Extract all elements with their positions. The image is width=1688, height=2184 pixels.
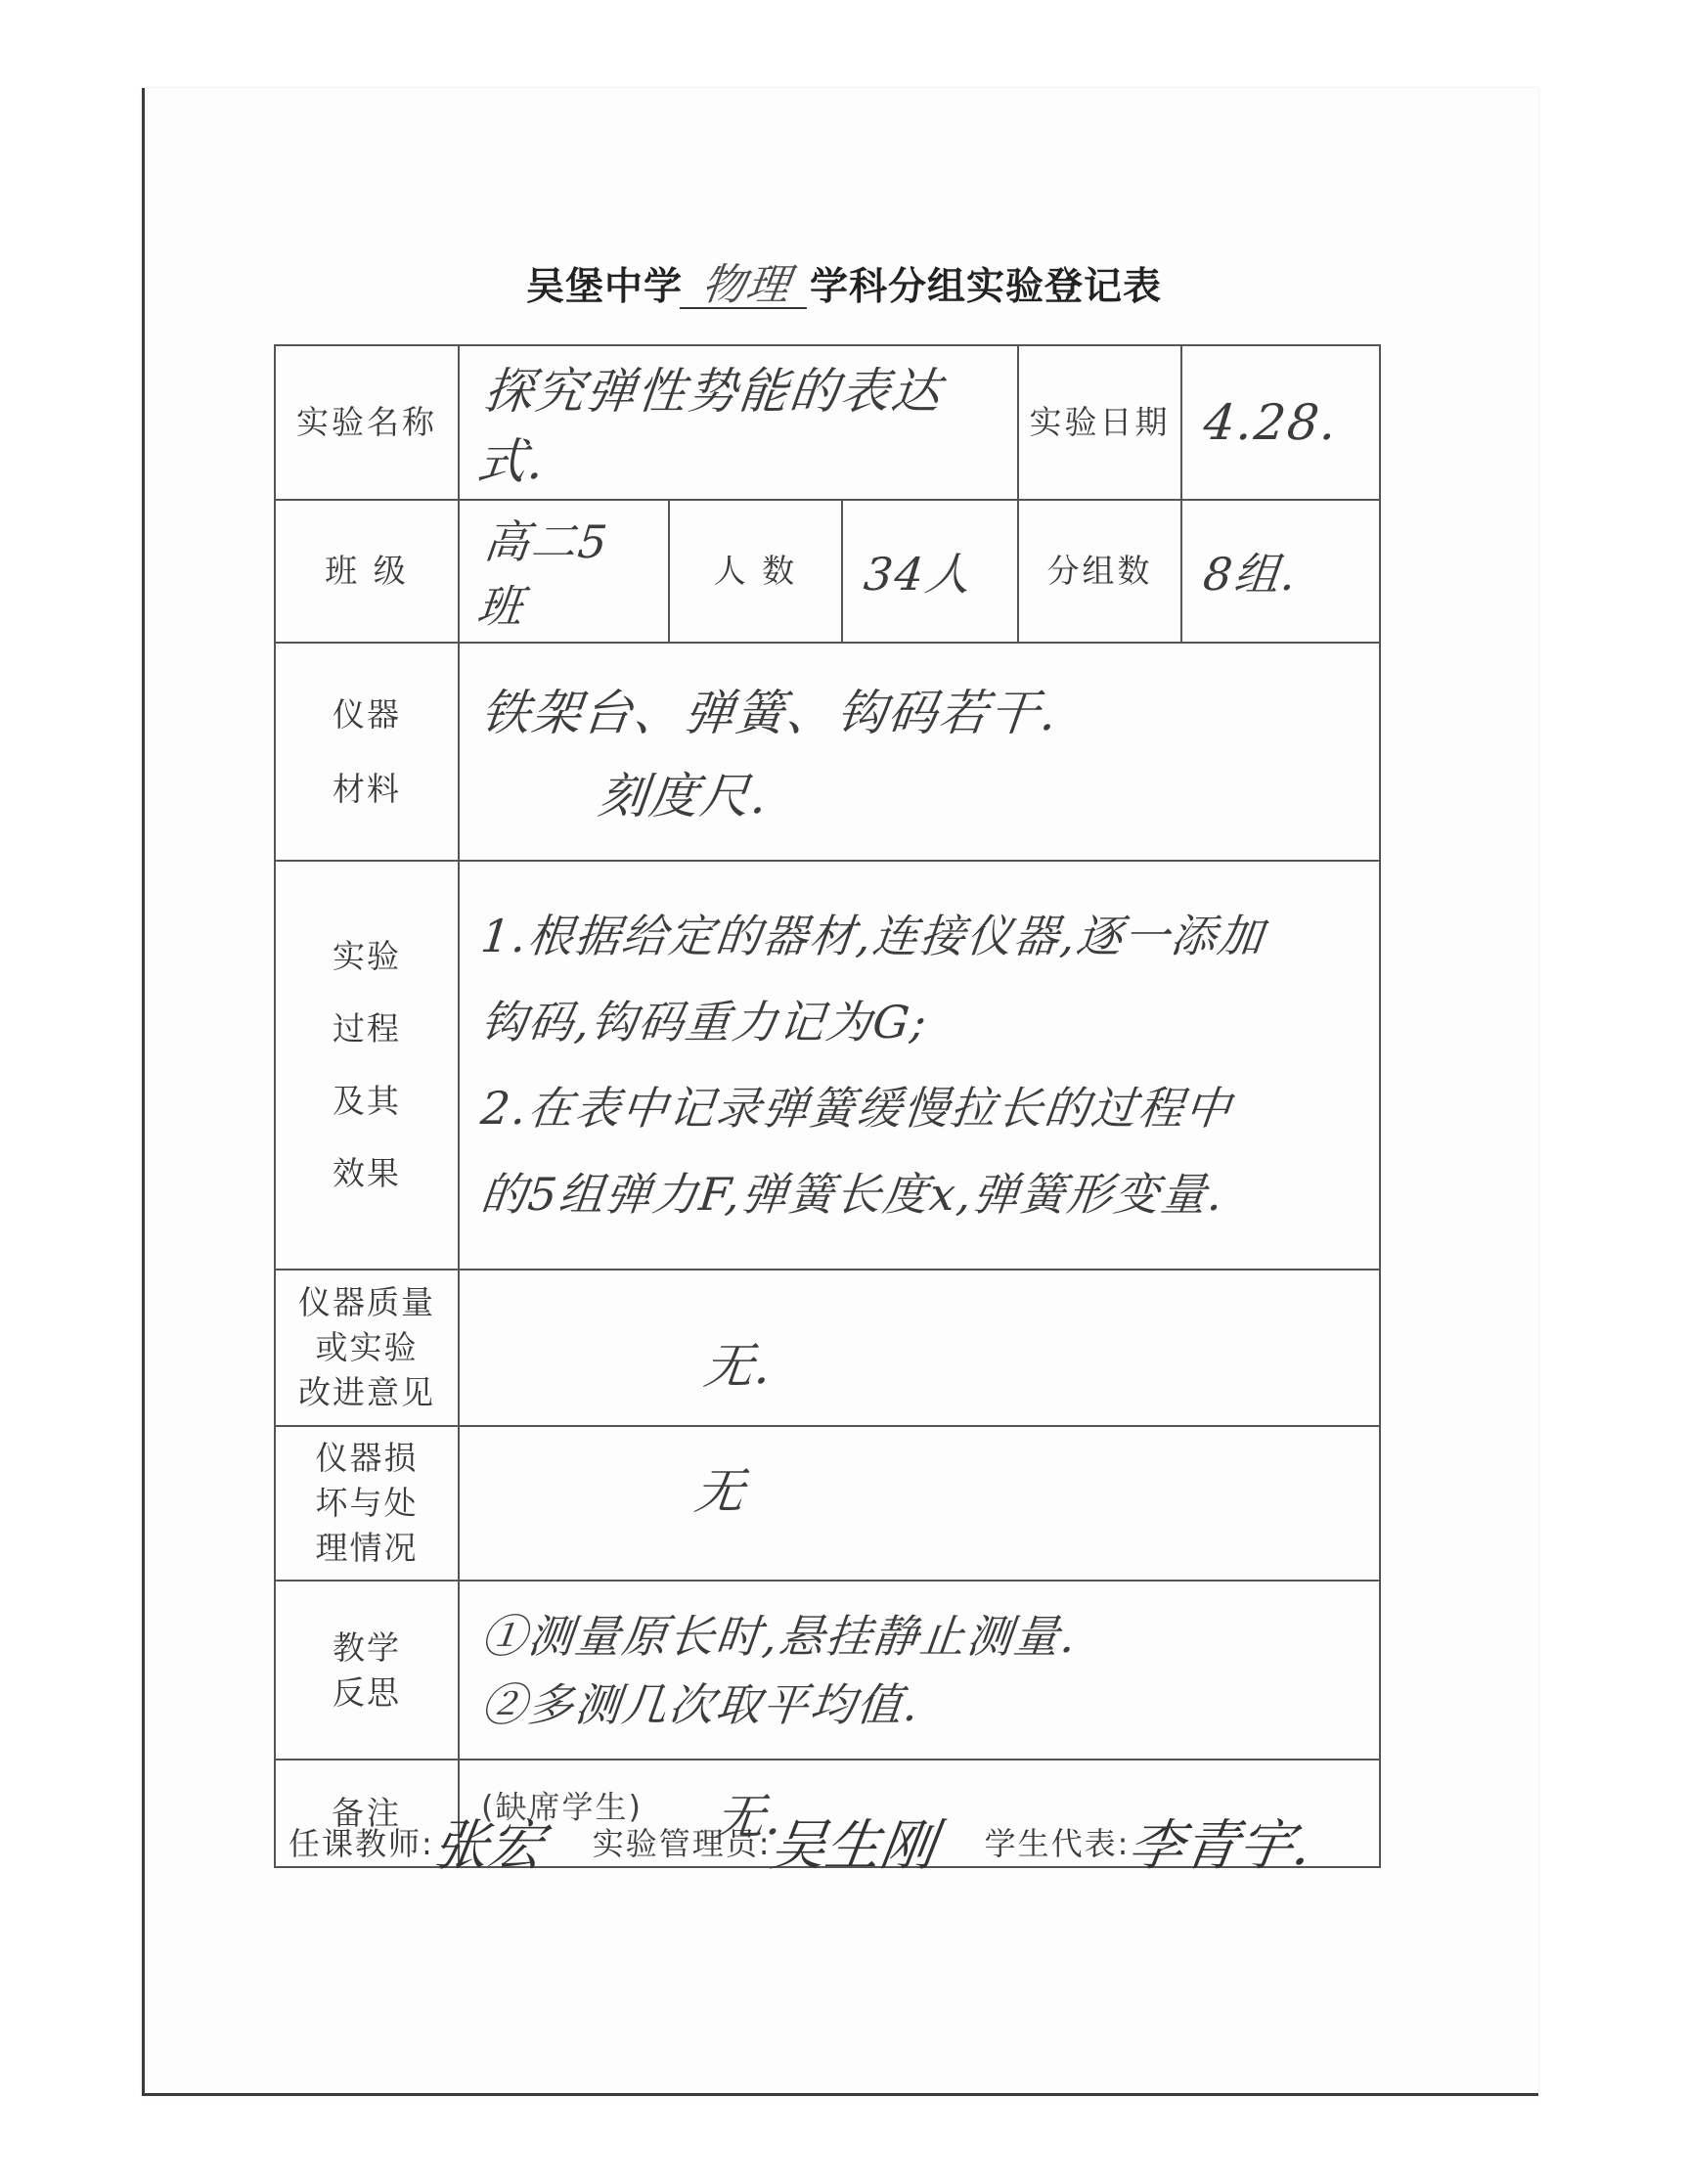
label-damage-line2: 坏与处 bbox=[315, 1484, 419, 1522]
label-reflection-line1: 教学 bbox=[333, 1627, 401, 1667]
student-signature: 李青宇. bbox=[1125, 1814, 1316, 1878]
row-quality bbox=[275, 1270, 1380, 1426]
label-process-line4: 效果 bbox=[333, 1154, 401, 1192]
title-suffix: 学科分组实验登记表 bbox=[810, 265, 1163, 309]
label-class: 班 级 bbox=[275, 500, 459, 643]
label-groups: 分组数 bbox=[1018, 500, 1181, 643]
title-subject-fill: 物理 bbox=[680, 264, 813, 309]
label-quality-line2: 或实验 bbox=[315, 1328, 419, 1366]
remarks-printed: (缺席学生) bbox=[481, 1788, 643, 1826]
row-materials bbox=[275, 643, 1380, 861]
process-line3: 2.在表中记录弹簧缓慢拉长的过程中 bbox=[478, 1082, 1235, 1135]
value-class bbox=[459, 500, 669, 643]
form-title bbox=[0, 256, 1688, 311]
value-process bbox=[459, 861, 1380, 1270]
label-experiment-name: 实验名称 bbox=[275, 345, 459, 500]
reflection-line2: ②多测几次取平均值. bbox=[478, 1677, 923, 1731]
materials-line1: 铁架台、弹簧、钩码若干. bbox=[477, 684, 1061, 741]
class-text: 高二5班 bbox=[474, 515, 612, 633]
label-quality-line1: 仪器质量 bbox=[298, 1283, 435, 1321]
row-damage bbox=[275, 1426, 1380, 1581]
label-materials-line1: 仪器 bbox=[333, 694, 401, 734]
value-people bbox=[842, 500, 1018, 643]
label-process-line3: 及其 bbox=[333, 1082, 401, 1120]
value-reflection bbox=[459, 1581, 1380, 1760]
value-quality bbox=[459, 1270, 1380, 1426]
value-materials bbox=[459, 643, 1380, 861]
value-experiment-name bbox=[459, 345, 1018, 500]
label-materials-line2: 材料 bbox=[333, 769, 401, 808]
date-text: 4.28. bbox=[1200, 394, 1342, 451]
label-damage bbox=[275, 1426, 459, 1581]
value-damage bbox=[459, 1426, 1380, 1581]
value-date bbox=[1181, 345, 1380, 500]
quality-text: 无. bbox=[700, 1338, 776, 1395]
title-prefix: 吴堡中学 bbox=[525, 265, 683, 309]
process-line2: 钩码,钩码重力记为G; bbox=[478, 996, 931, 1048]
student-label: 学生代表: bbox=[984, 1825, 1131, 1862]
damage-text: 无 bbox=[691, 1463, 749, 1520]
groups-text: 8组. bbox=[1200, 548, 1301, 601]
row-process bbox=[275, 861, 1380, 1270]
process-line1: 1.根据给定的器材,连接仪器,逐一添加 bbox=[478, 910, 1267, 962]
admin-signature: 吴生刚 bbox=[766, 1814, 940, 1878]
experiment-name-text: 探究弹性势能的表达式. bbox=[473, 363, 946, 490]
label-remarks: 备注 bbox=[275, 1760, 459, 1867]
label-process-line2: 过程 bbox=[333, 1009, 401, 1047]
label-process bbox=[275, 861, 459, 1270]
signature-footer bbox=[289, 1803, 1384, 1881]
value-groups bbox=[1181, 500, 1380, 643]
label-materials bbox=[275, 643, 459, 861]
row-name bbox=[275, 345, 1380, 500]
process-line4: 的5组弹力F,弹簧长度x,弹簧形变量. bbox=[478, 1168, 1227, 1221]
registration-table bbox=[274, 344, 1381, 1868]
label-quality bbox=[275, 1270, 459, 1426]
people-text: 34人 bbox=[861, 548, 976, 601]
teacher-label: 任课教师: bbox=[289, 1825, 434, 1862]
remarks-text: 无. bbox=[712, 1789, 787, 1846]
label-process-line1: 实验 bbox=[333, 937, 401, 975]
admin-label: 实验管理员: bbox=[592, 1825, 772, 1862]
materials-line2: 刻度尺. bbox=[595, 767, 772, 825]
label-quality-line3: 改进意见 bbox=[298, 1373, 435, 1411]
row-class bbox=[275, 500, 1380, 643]
row-reflection bbox=[275, 1581, 1380, 1760]
reflection-line1: ①测量原长时,悬挂静止测量. bbox=[478, 1609, 1081, 1663]
label-reflection bbox=[275, 1581, 459, 1760]
label-damage-line3: 理情况 bbox=[315, 1529, 419, 1567]
label-people: 人 数 bbox=[669, 500, 842, 643]
teacher-signature: 张宏 bbox=[428, 1814, 548, 1878]
label-damage-line1: 仪器损 bbox=[315, 1439, 419, 1477]
label-reflection-line2: 反思 bbox=[333, 1672, 401, 1712]
label-date: 实验日期 bbox=[1018, 345, 1181, 500]
